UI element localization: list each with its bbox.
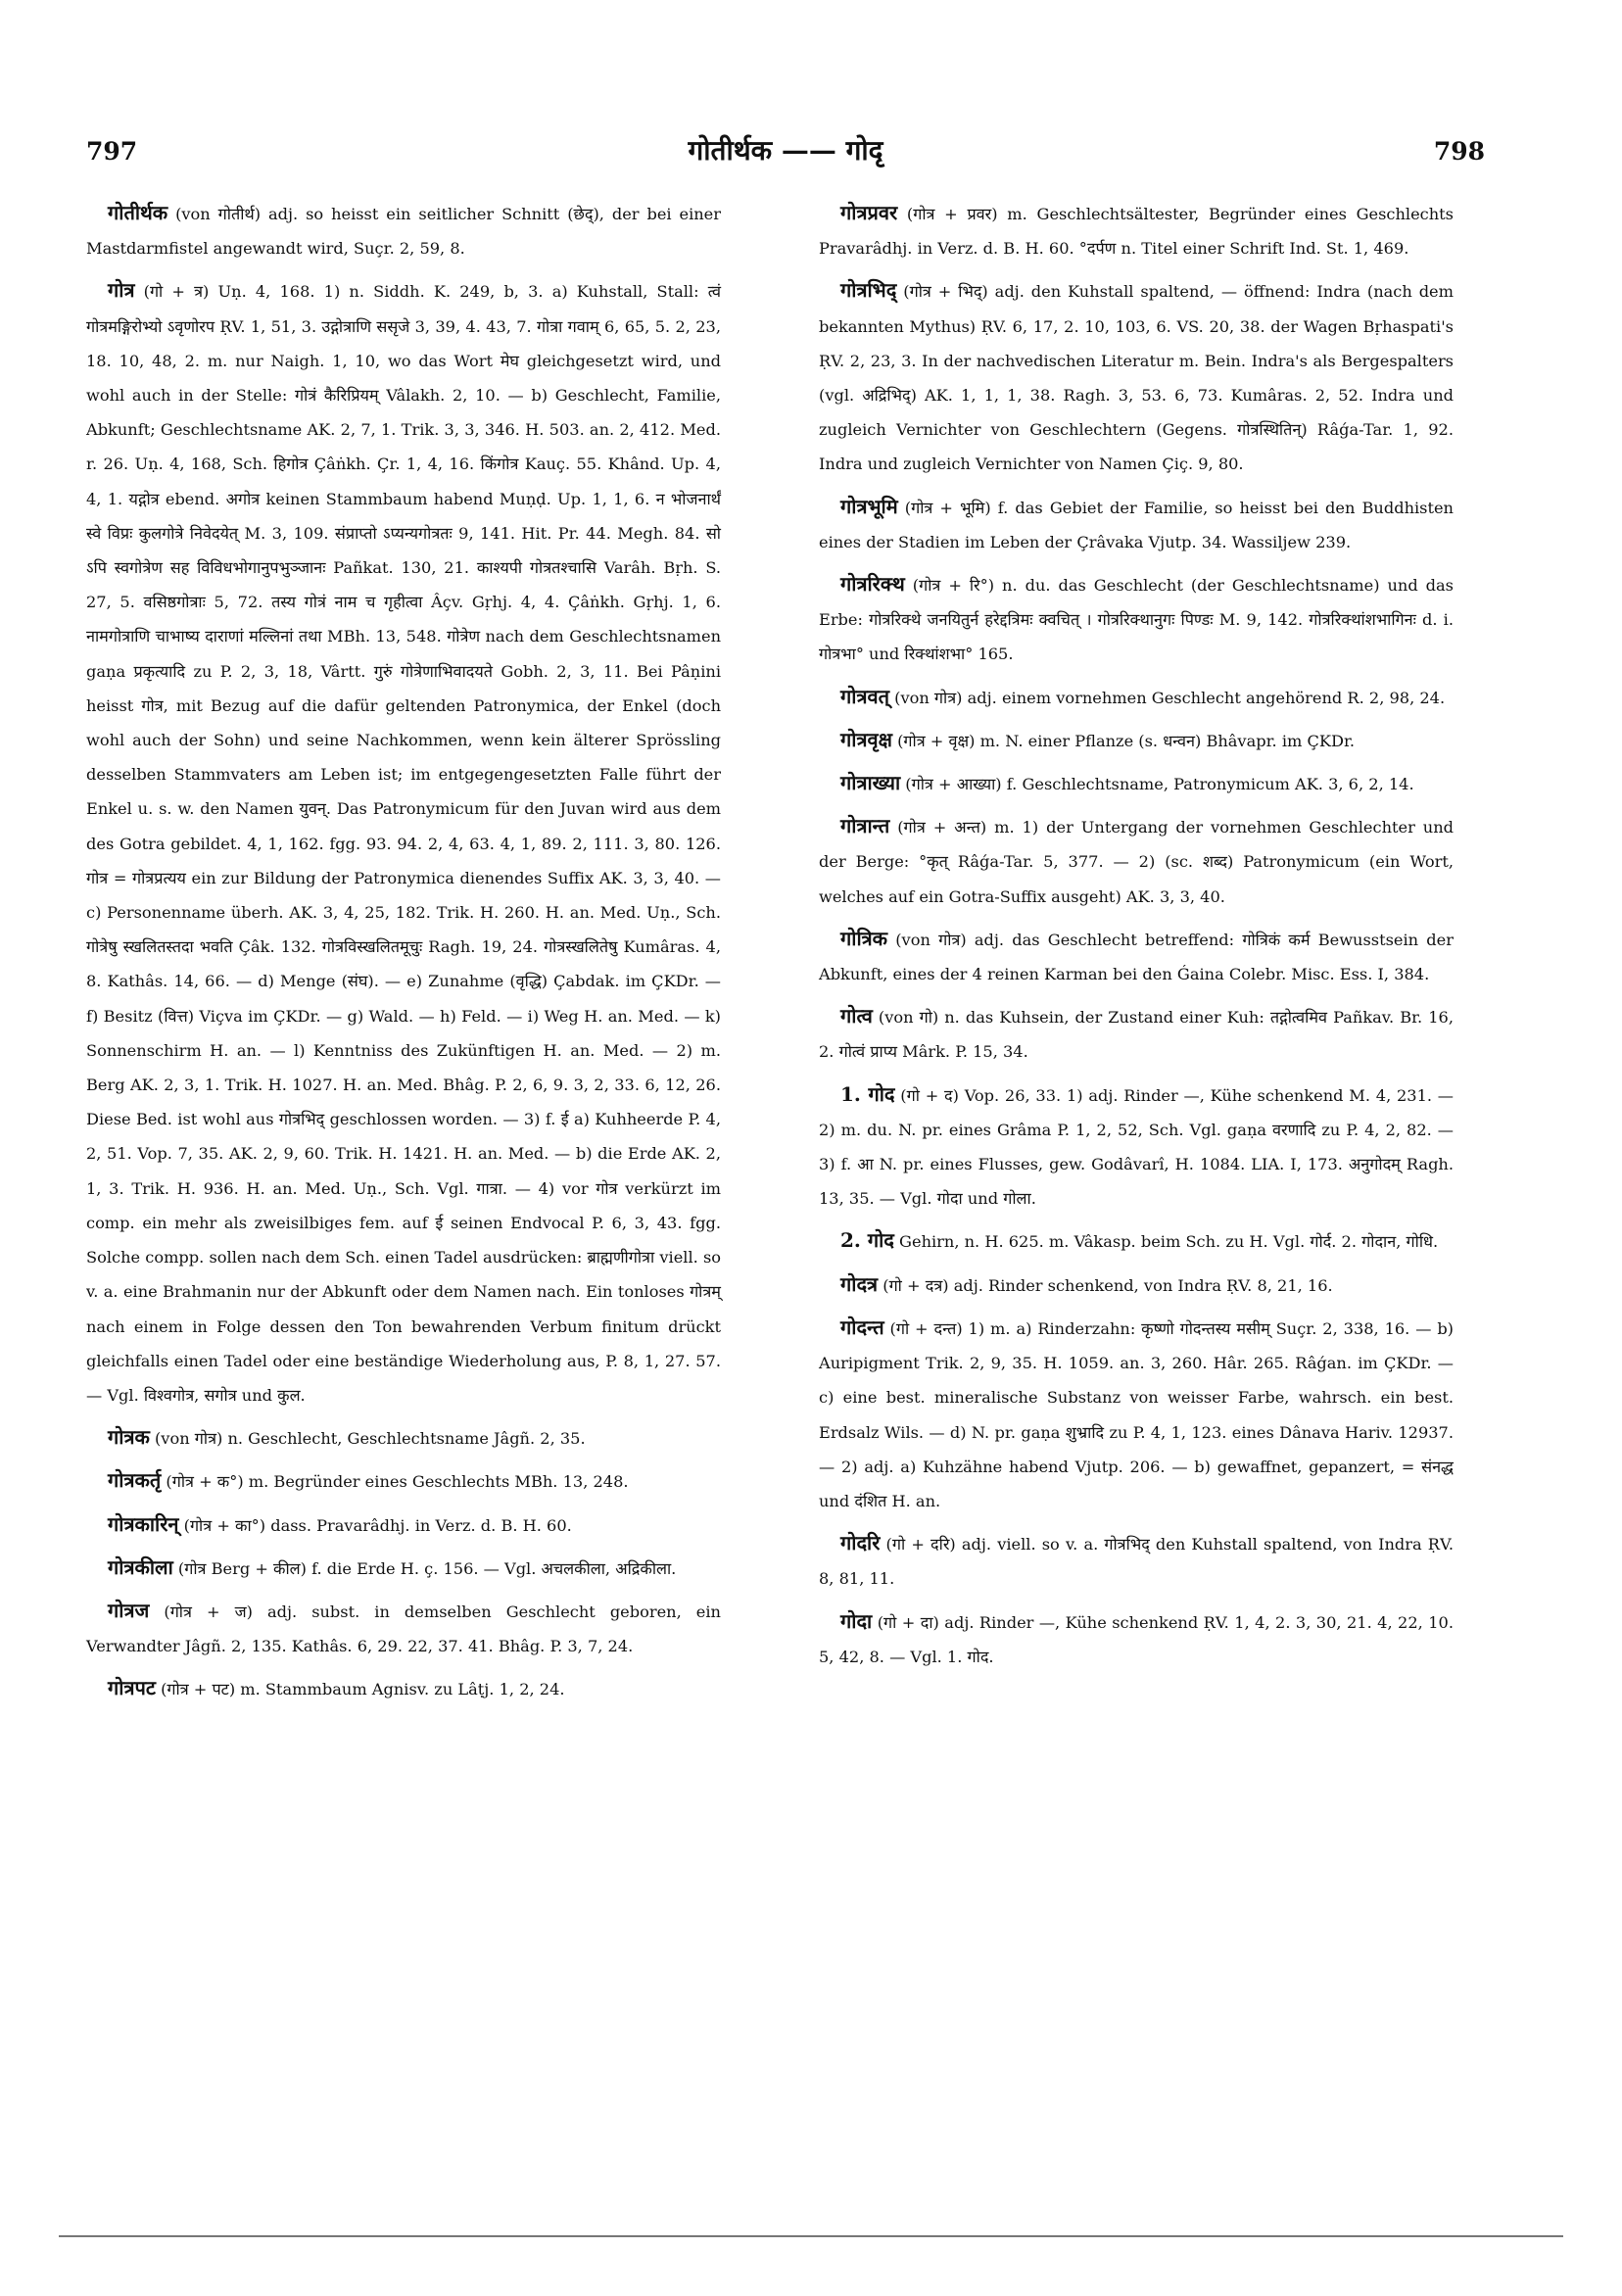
dictionary-entry [819,723,1454,758]
dictionary-entry [86,273,721,1412]
left-column [86,196,721,1715]
entry-headword: गोत्र [108,278,135,303]
dictionary-entry [819,1077,1454,1217]
dictionary-entry [819,809,1454,914]
entry-headword: गोत्रकर्तृ [108,1468,162,1493]
entry-text: (von गोतीर्थ) adj. so heisst ein seitlicher Schnitt (छेद्), der bei einer Mastdarmfistel angewandt wird, Suçr. 2, 59, 8. [86,205,721,259]
dictionary-entry [819,273,1454,481]
entry-headword: गोदन्त [840,1315,884,1339]
entry-text: (गोत्र + ज) adj. subst. in demselben Geschlecht geboren, ein Verwandter Jâgñ. 2, 135. Kathâs. 6, 29. 22, 37. 41. Bhâg. P. 3, 7, 24. [86,1602,721,1656]
dictionary-entry [86,1420,721,1456]
left-page-number: 797 [86,137,138,166]
entry-headword: गोदा [840,1608,873,1633]
dictionary-entry [819,1311,1454,1518]
dictionary-entry [819,1268,1454,1303]
dictionary-entry [819,680,1454,715]
entry-text: (von गोत्र) adj. das Geschlecht betreffend: गोत्रिकं कर्म Bewusstsein der Abkunft, eines der 4 reinen Karman bei den Ǵaina Colebr. Misc. Ess. I, 384. [819,930,1454,984]
entry-text: (von गोत्र) n. Geschlecht, Geschlechtsname Jâgñ. 2, 35. [149,1429,586,1449]
entry-headword: गोत्रवत् [840,684,889,708]
entry-headword: 2. गोद [840,1228,894,1253]
entry-text: (गोत्र + वृक्ष) m. N. einer Pflanze (s. धन्वन) Bhâvapr. im ÇKDr. [891,731,1356,750]
entry-headword: गोत्रिक [840,926,888,950]
dictionary-entry [819,999,1454,1069]
entry-headword: गोत्रकारिन् [108,1511,179,1536]
dictionary-entry [819,196,1454,265]
entry-headword: गोत्रपट [108,1676,156,1700]
entry-headword: गोत्रकीला [108,1555,173,1579]
entry-text: (गोत्र + प्रवर) m. Geschlechtsältester, Begründer eines Geschlechts Pravarâdhj. in Verz. d. B. H. 60. °दर्पण n. Titel einer Schrift Ind. St. 1, 469. [819,205,1454,259]
entry-text: (गो + दा) adj. Rinder —, Kühe schenkend ṚV. 1, 4, 2. 3, 30, 21. 4, 22, 10. 5, 42, 8. — Vgl. 1. गोद. [819,1612,1454,1666]
page-header [86,131,1485,174]
entry-text: (गोत्र + क°) m. Begründer eines Geschlechts MBh. 13, 248. [161,1472,629,1492]
entry-text: (गोत्र + पट) m. Stammbaum Agnisv. zu Lâṭj. 1, 2, 24. [155,1680,565,1699]
running-title: गोतीर्थक —— गोदृ [688,134,883,167]
right-page-number: 798 [1433,137,1485,166]
entry-headword: गोत्रान्त [840,814,890,838]
dictionary-entry [86,1671,721,1706]
entry-text: (गोत्र + भिद्) adj. den Kuhstall spaltend, — öffnend: Indra (nach dem bekannten Mythus) ṚV. 6, 17, 2. 10, 103, 6. VS. 20, 38. der Wagen Bṛhaspati's ṚV. 2, 23, 3. In der nachvedischen Literatur m. Bein. Indra's als Bergespalters (vgl. अद्रिभिद्) AK. 1, 1, 1, 38. Ragh. 3, 53. 6, 73. Kumâras. 2, 52. Indra und zugleich Vernichter von Geschlechtern (Gegens. गोत्रस्थितिन्) Râǵa-Tar. 1, 92. Indra und zugleich Vernichter von Namen Çiç. 9, 80. [819,282,1454,474]
entry-headword: गोत्रज [108,1598,150,1622]
dictionary-entry [819,922,1454,991]
dictionary-entry [86,1551,721,1586]
entry-text: (von गो) n. das Kuhsein, der Zustand einer Kuh: तद्गोत्वमिव Pañkav. Br. 16, 2. गोत्वं प्राप्य Mârk. P. 15, 34. [819,1008,1454,1062]
footer-rule [59,2235,1563,2237]
entry-text: (गोत्र + रि°) n. du. das Geschlecht (der Geschlechtsname) und das Erbe: गोत्ररिक्थे जनयितुर्न हरेद्दत्रिमः क्वचित् । गोत्ररिक्थानुगः पिण्डः M. 9, 142. गोत्ररिक्थांशभागिनः d. i. गोत्रभा° und रिक्थांशभा° 165. [819,576,1454,664]
dictionary-entry [86,1507,721,1543]
entry-headword: गोत्राख्या [840,771,901,795]
entry-headword: गोत्ररिक्थ [840,572,905,597]
entry-headword: गोत्रभूमि [840,494,898,518]
entry-headword: गोदत्र [840,1271,879,1296]
entry-headword: गोत्रभिद् [840,278,897,303]
dictionary-entry [86,1463,721,1499]
dictionary-entry [819,1223,1454,1259]
dictionary-entry [819,766,1454,801]
entry-headword: गोत्रक [108,1425,150,1450]
dictionary-entry [86,196,721,265]
entry-text: (गो + दरि) adj. viell. so v. a. गोत्रभिद् den Kuhstall spaltend, von Indra ṚV. 8, 81, 11. [819,1535,1454,1589]
entry-text: (गोत्र + अन्त) m. 1) der Untergang der vornehmen Geschlechter und der Berge: °कृत् Râǵa-Tar. 5, 377. — 2) (sc. शब्द) Patronymicum (ein Wort, welches auf ein Gotra-Suffix ausgeht) AK. 3, 3, 40. [819,818,1454,906]
entry-headword: गोत्रवृक्ष [840,727,892,751]
entry-text: (गोत्र + आख्या) f. Geschlechtsname, Patronymicum AK. 3, 6, 2, 14. [900,775,1414,794]
entry-text: (गो + दत्र) adj. Rinder schenkend, von Indra ṚV. 8, 21, 16. [878,1275,1333,1295]
entry-text: Gehirn, n. H. 625. m. Vâkasp. beim Sch. zu H. Vgl. गोर्द. 2. गोदान, गोधि. [893,1232,1439,1252]
entry-headword: गोदरि [840,1531,881,1555]
entry-text: (गो + दन्त) 1) m. a) Rinderzahn: कृष्णो गोदन्तस्य मसीम् Suçr. 2, 338, 16. — b) Auripigment Trik. 2, 9, 35. H. 1059. an. 3, 260. Hâr. 265. Râǵan. im ÇKDr. — c) eine best. mineralische Substanz von weisser Farbe, wahrsch. ein best. Erdsalz Wils. — d) N. pr. gaṇa शुभ्रादि zu P. 4, 1, 123. eines Dânava Hariv. 12937. — 2) adj. a) Kuhzähne habend Vjutp. 206. — b) gewaffnet, gepanzert, = संनद्ध und दंशित H. an. [819,1318,1454,1510]
dictionary-entry [819,1604,1454,1674]
dictionary-entry [819,1526,1454,1596]
entry-headword: गोत्रप्रवर [840,201,898,224]
entry-text: (गो + द) Vop. 26, 33. 1) adj. Rinder —, Kühe schenkend M. 4, 231. — 2) m. du. N. pr. eines Grâma P. 1, 2, 52, Sch. Vgl. gaṇa वरणादि zu P. 4, 2, 82. — 3) f. आ N. pr. eines Flusses, gew. Godâvarî, H. 1084. LIA. I, 173. अनुगोदम् Ragh. 13, 35. — Vgl. गोदा und गोला. [819,1085,1454,1209]
dictionary-entry [86,1594,721,1663]
entry-text: (गो + त्र) Uṇ. 4, 168. 1) n. Siddh. K. 249, b, 3. a) Kuhstall, Stall: त्वं गोत्रमङ्गिरोभ्यो ऽवृणोरप ṚV. 1, 51, 3. उद्गोत्राणि ससृजे 3, 39, 4. 43, 7. गोत्रा गवाम् 6, 65, 5. 2, 23, 18. 10, 48, 2. m. nur Naigh. 1, 10, wo das Wort मेघ gleichgesetzt wird, und wohl auch in der Stelle: गोत्रं कैरिप्रियम् Vâlakh. 2, 10. — b) Geschlecht, Familie, Abkunft; Geschlechtsname AK. 2, 7, 1. Trik. 3, 3, 346. H. 503. an. 2, 412. Med. r. 26. Uṇ. 4, 168, Sch. हिगोत्र Çâṅkh. Çr. 1, 4, 16. किंगोत्र Kauç. 55. Khând. Up. 4, 4, 1. यद्गोत्र ebend. अगोत्र keinen Stammbaum habend Muṇḍ. Up. 1, 1, 6. न भोजनार्थं स्वे विप्रः कुलगोत्रे निवेदयेत् M. 3, 109. संप्राप्तो ऽप्यन्यगोत्रतः 9, 141. Hit. Pr. 44. Megh. 84. सो ऽपि स्वगोत्रेण सह विविधभोगानुपभुञ्जानः Pañkat. 130, 21. काश्यपी गोत्रतश्चासि Varâh. Bṛh. S. 27, 5. वसिष्ठगोत्राः 5, 72. तस्य गोत्रं नाम च गृहीत्वा Âçv. Gṛhj. 4, 4. Çâṅkh. Gṛhj. 1, 6. नामगोत्राणि चाभाष्य दाराणां मल्लिनां तथा MBh. 13, 548. गोत्रेण nach dem Geschlechtsnamen gaṇa प्रकृत्यादि zu P. 2, 3, 18, Vârtt. गुरुं गोत्रेणाभिवादयते Gobh. 2, 3, 11. Bei Pâṇini heisst गोत्र, mit Bezug auf die dafür geltenden Patronymica, der Enkel (doch wohl auch der Sohn) und seine Nachkommen, wenn kein älterer Sprössling desselben Stammvaters am Leben ist; im entgegengesetzten Falle führt der Enkel u. s. w. den Namen युवन्. Das Patronymicum für den Juvan wird aus dem des Gotra gebildet. 4, 1, 162. fgg. 93. 94. 2, 4, 63. 4, 1, 89. 2, 111. 3, 80. 126. गोत्र = गोत्रप्रत्यय ein zur Bildung der Patronymica dienendes Suffix AK. 3, 3, 40. — c) Personenname überh. AK. 3, 4, 25, 182. Trik. H. 260. H. an. Med. Uṇ., Sch. गोत्रेषु स्खलितस्तदा भवति Çâk. 132. गोत्रविस्खलितमूचुः Ragh. 19, 24. गोत्रस्खलितेषु Kumâras. 4, 8. Kathâs. 14, 66. — d) Menge (संघ). — e) Zunahme (वृद्धि) Çabdak. im ÇKDr. — f) Besitz (वित्त) Viçva im ÇKDr. — g) Wald. — h) Feld. — i) Weg H. an. Med. — k) Sonnenschirm H. an. — l) Kenntniss des Zukünftigen H. an. Med. — 2) m. Berg AK. 2, 3, 1. Trik. H. 1027. H. an. Med. Bhâg. P. 2, 6, 9. 3, 2, 33. 6, 12, 26. Diese Bed. ist wohl aus गोत्रभिद् geschlossen worden. — 3) f. ई a) Kuhheerde P. 4, 2, 51. Vop. 7, 35. AK. 2, 9, 60. Trik. H. 1421. H. an. Med. — b) die Erde AK. 2, 1, 3. Trik. H. 936. H. an. Med. Uṇ., Sch. Vgl. गात्रा. — 4) vor गोत्र verkürzt im comp. ein mehr als zweisilbiges fem. auf ई seinen Endvocal P. 6, 3, 43. fgg. Solche compp. sollen nach dem Sch. einen Tadel ausdrücken: ब्राह्मणीगोत्रा viell. so v. a. eine Brahmanin nur der Abkunft oder dem Namen nach. Ein tonloses गोत्रम् nach einem in Folge dessen den Ton bewahrenden Verbum finitum drückt gleichfalls einen Tadel oder eine beständige Wiederholung aus, P. 8, 1, 27. 57. — Vgl. विश्वगोत्र, सगोत्र und कुल. [86,282,721,1405]
entry-text: (गोत्र + भूमि) f. das Gebiet der Familie, so heisst bei den Buddhisten eines der Stadien im Leben der Çrâvaka Vjutp. 34. Wassiljew 239. [819,498,1454,551]
entry-headword: गोतीर्थक [108,201,168,224]
entry-text: (गोत्र Berg + कील) f. die Erde H. ç. 156. — Vgl. अचलकीला, अद्रिकीला. [172,1558,677,1578]
entry-text: (von गोत्र) adj. einem vornehmen Geschlecht angehörend R. 2, 98, 24. [889,688,1446,707]
entry-text: (गोत्र + का°) dass. Pravarâdhj. in Verz. d. B. H. 60. [178,1515,572,1535]
entry-headword: गोत्व [840,1004,873,1028]
dictionary-entry [819,567,1454,672]
dictionary-entry [819,490,1454,559]
right-column [819,196,1454,1682]
entry-headword: 1. गोद [840,1081,895,1106]
